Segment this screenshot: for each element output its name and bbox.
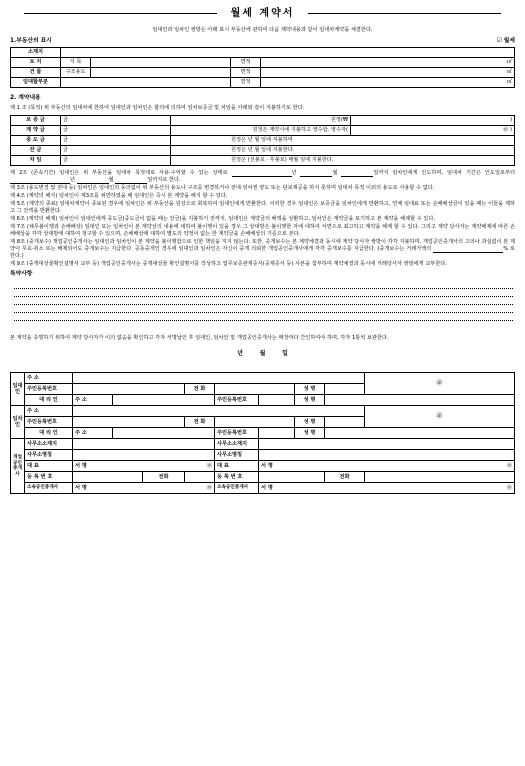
interim-payment-unit: 금: [63, 137, 69, 144]
agent1-office-name-field[interactable]: [73, 450, 215, 461]
lessee-proxy-addr-label: 주 소: [73, 428, 113, 439]
signature-table: [10, 372, 515, 494]
land-area-field[interactable]: [261, 58, 515, 68]
article-2-year-unit: 년: [291, 170, 297, 177]
lessee-address-row: [11, 406, 515, 417]
special-line-5[interactable]: [14, 313, 513, 321]
down-payment-row: [11, 126, 515, 136]
lessor-address-label: 주 소: [25, 373, 73, 384]
building-area-field[interactable]: [261, 68, 515, 78]
lessor-proxy-label: 대 리 인: [25, 395, 73, 406]
article-8-text: 제 8조 (중개보수) 개업공인중개사는 임대인과 임차인이 본 계약을 불이행함으로 인한 책임을 지지 않는다. 또한, 중개보수는 본 계약체결과 동시에 계약 당사자 쌍방이 각각 지불하며, 개업공인중개사의 고의나 과실없이 본 계약이 무효·취소 또는 해제되어도 중개보수는 지급한다. 공동중개인 경우에 임대인과 임차인은 자신이 중개 의뢰한 개업공인중개사에게 각각 중개보수를 지급한다. (중개보수는 거래가액의: [10, 239, 515, 253]
lessee-name-label: 성 명: [295, 417, 325, 428]
agent2-broker-sign-label: 서 명: [261, 484, 273, 491]
agent2-reg-field[interactable]: [259, 472, 325, 483]
agent1-office-addr-label: 사무소소재지: [25, 439, 73, 450]
agent2-tel-field[interactable]: [365, 472, 515, 483]
deposit-field[interactable]: [61, 116, 171, 126]
agent2-broker-label: 소속공인중개사: [215, 483, 259, 494]
handover-month-field[interactable]: [300, 171, 332, 177]
agent2-sign-label: 서 명: [261, 462, 273, 469]
rent-field[interactable]: [61, 156, 171, 166]
balance-label: 잔 금: [11, 146, 61, 156]
building-structure-field[interactable]: [91, 68, 231, 78]
down-payment-label: 계 약 금: [11, 126, 61, 136]
down-payment-unit: 금: [63, 127, 69, 134]
article-2-month-unit: 월: [332, 170, 338, 177]
agent1-office-addr-field[interactable]: [73, 439, 215, 450]
agent2-broker-seal: ㊞: [506, 484, 512, 491]
lessee-proxy-name-field[interactable]: [325, 428, 515, 439]
handover-year-field[interactable]: [232, 171, 292, 177]
land-row: [11, 58, 515, 68]
lessee-address-label: 주 소: [25, 406, 73, 417]
lessor-address-field[interactable]: [73, 373, 365, 384]
interim-payment-mid: 원정은 년 월 일에 지불하며: [171, 136, 515, 146]
agent1-broker-seal: ㊞: [206, 484, 212, 491]
title-rule-left: [24, 13, 217, 14]
rental-part-area-field[interactable]: [261, 78, 515, 88]
lessee-proxy-addr-field[interactable]: [113, 428, 215, 439]
article-8-tail: % 로 한다.): [10, 246, 516, 260]
down-payment-right: ㊞ ): [351, 126, 515, 136]
lessor-proxy-name-field[interactable]: [325, 395, 515, 406]
lessee-proxy-label: 대 리 인: [25, 428, 73, 439]
down-payment-field[interactable]: [61, 126, 171, 136]
agent2-tel-label: 전화: [325, 472, 365, 483]
agent2-reg-label: 등 록 번 호: [215, 472, 259, 483]
location-field[interactable]: [61, 48, 515, 58]
land-category-field[interactable]: [91, 58, 231, 68]
page-title: 월세 계약서: [230, 8, 295, 19]
land-area-label: 면적: [231, 58, 261, 68]
property-table: [10, 47, 515, 88]
rent-checkbox-label[interactable]: ☑ 월세: [496, 37, 515, 44]
payment-table: [10, 115, 515, 166]
property-heading: 1.부동산의 표시: [10, 37, 52, 44]
article-6: 제 6조 (계약의 해제) 임차인이 임대인에게 중도금(중도금이 없을 때는 잔금)을 지불하기 전까지, 임대인은 계약금의 배액을 상환하고, 임차인은 계약금을 포기하고 본 계약을 해제할 수 있다.: [10, 216, 436, 223]
deposit-label: 보 증 금: [11, 116, 61, 126]
agent-broker-row: [11, 483, 515, 494]
agent-office-name-row: [11, 450, 515, 461]
lessee-address-field[interactable]: [73, 406, 365, 417]
lessee-seal: ㊞: [365, 406, 515, 428]
lessee-proxy-name-label: 성 명: [295, 428, 325, 439]
building-label: 건 물: [11, 68, 61, 78]
agent1-broker-sign-label: 서 명: [75, 484, 87, 491]
balance-mid: 원정은 년 월 일에 지불한다.: [171, 146, 515, 156]
rental-part-label: 임대할부분: [11, 78, 61, 88]
contract-date[interactable]: 년 월 일: [237, 350, 288, 358]
rent-unit: 금: [63, 157, 69, 164]
agent2-broker-field[interactable]: [259, 483, 515, 494]
lessor-address-row: [11, 373, 515, 384]
agent2-rep-label: 대 표: [215, 461, 259, 472]
agent-label: 개업공인중개사: [11, 439, 25, 494]
lessor-proxy-name-label: 성 명: [295, 395, 325, 406]
special-heading: 특약사항: [10, 271, 33, 278]
lessor-phone-label: 전 화: [185, 384, 215, 395]
special-terms-area[interactable]: [10, 281, 515, 321]
agent1-reg-label: 등 록 번 호: [25, 472, 73, 483]
agent2-rep-field[interactable]: [259, 461, 515, 472]
location-label: 소재지: [11, 48, 61, 58]
property-section-header: [10, 38, 515, 46]
lessee-phone-field[interactable]: [215, 417, 295, 428]
rent-label: 차 임: [11, 156, 61, 166]
article-1: 제 1 조 (목적) 위 부동산의 임대차에 한하여 임대인과 임차인은 합의에 의하여 임차보증금 및 차임을 아래와 같이 지불하기로 한다.: [10, 105, 305, 112]
lessor-name-label: 성 명: [295, 384, 325, 395]
land-category-label: 지 목: [61, 58, 91, 68]
lessor-proxy-id-label: 주민등록번호: [215, 395, 259, 406]
lessee-id-label: 주민등록번호: [25, 417, 73, 428]
agent1-tel-field[interactable]: [185, 472, 215, 483]
article-9: 제 9조 (중개대상물확인설명서 교부 등) 개업공인중개사는 중개대상물 확인설명서를 작성하고 업무보증관계증서(공제증서 등) 사본을 첨부하여 계약체결과 동시에 거래당사자 쌍방에게 교부한다.: [10, 261, 447, 268]
agent2-office-name-label: 사무소명칭: [215, 450, 259, 461]
special-line-2[interactable]: [14, 289, 513, 297]
location-row: [11, 48, 515, 58]
lessee-phone-label: 전 화: [185, 417, 215, 428]
lessor-id-label: 주민등록번호: [25, 384, 73, 395]
land-label: 토 지: [11, 58, 61, 68]
lessor-proxy-id-field[interactable]: [259, 395, 295, 406]
lessee-name-field[interactable]: [325, 417, 365, 428]
lessor-proxy-row: [11, 395, 515, 406]
interim-payment-label: 중 도 금: [11, 136, 61, 146]
article-2: [10, 170, 515, 184]
handover-day-field[interactable]: [341, 171, 373, 177]
lessor-seal: ㊞: [365, 373, 515, 395]
building-area-unit: ㎡: [506, 69, 512, 76]
land-area-unit: ㎡: [506, 59, 512, 66]
lessor-id-field[interactable]: [73, 384, 185, 395]
agent1-rep-field[interactable]: [73, 461, 215, 472]
rental-part-field[interactable]: [61, 78, 231, 88]
agent-office-addr-row: [11, 439, 515, 450]
lessee-proxy-id-field[interactable]: [259, 428, 295, 439]
balance-row: [11, 146, 515, 156]
rental-part-row: [11, 78, 515, 88]
article-8: [10, 239, 515, 260]
lessor-phone-field[interactable]: [215, 384, 295, 395]
fee-percent-field[interactable]: [433, 247, 503, 253]
intro-text: 임대인과 임차인 쌍방은 아래 표시 부동산에 관하여 다음 계약내용과 같이 임대차계약을 체결한다.: [152, 26, 373, 33]
balance-unit: 금: [63, 147, 69, 154]
lessee-label: 임차인: [11, 406, 25, 439]
article-2-term-year-unit: 년: [70, 177, 76, 184]
balance-field[interactable]: [61, 146, 171, 156]
agent2-office-name-field[interactable]: [259, 450, 515, 461]
agent1-broker-field[interactable]: [73, 483, 215, 494]
agent-reg-row: [11, 472, 515, 483]
lessee-id-field[interactable]: [73, 417, 185, 428]
article-5: 제 5조 (계약의 종료) 임대차계약이 종료된 경우에 임차인은 위 부동산을 원상으로 회복하여 임대인에게 반환한다. 이러한 경우 임대인은 보증금을 임차인에게 반환하고, 연체 임대료 또는 손해배상금이 있을 때는 이들을 제하고 그 잔액을 반환한다.: [10, 201, 515, 215]
article-2-part-a: 제 2조 (존속기간) 임대인은 위 부동산을 임대차 목적대로 사용·수익할 수 있는 상태로: [10, 170, 228, 177]
rental-part-area-label: 면적: [231, 78, 261, 88]
article-3: 제 3조 (용도변경 및 전대 등) 임차인은 임대인의 동의없이 위 부동산의 용도나 구조를 변경하거나 전대·임차권 양도 또는 담보제공을 하지 못하며 임대차 목적 이외의 용도로 사용할 수 없다.: [10, 185, 435, 192]
agent1-broker-label: 소속공인중개사: [25, 483, 73, 494]
deposit-right: ): [351, 116, 515, 126]
title-row: [10, 7, 515, 21]
down-payment-mid: 원정은 계약시에 지불하고 영수함. 영수자(: [171, 126, 351, 136]
interim-payment-row: [11, 136, 515, 146]
agent-rep-row: [11, 461, 515, 472]
lessor-proxy-addr-field[interactable]: [113, 395, 215, 406]
rent-mid: 원정은 (선불로 · 후불로) 매월 일에 지불한다.: [171, 156, 515, 166]
term-month-field[interactable]: [77, 178, 109, 184]
article-2-part-g: 일까지로 한다.: [147, 177, 181, 184]
building-area-label: 면적: [231, 68, 261, 78]
special-line-4[interactable]: [14, 305, 513, 313]
contract-heading: 2. 계약내용: [10, 95, 41, 102]
building-row: [11, 68, 515, 78]
special-line-3[interactable]: [14, 297, 513, 305]
deposit-row: [11, 116, 515, 126]
contract-section-header: [10, 95, 515, 103]
title-rule-right: [308, 13, 501, 14]
lessee-proxy-id-label: 주민등록번호: [215, 428, 259, 439]
agent2-office-addr-field[interactable]: [259, 439, 515, 450]
lessor-label: 임대인: [11, 373, 25, 406]
special-section-header: [10, 271, 515, 279]
agent1-tel-label: 전화: [143, 472, 185, 483]
agent1-reg-field[interactable]: [73, 472, 143, 483]
term-day-field[interactable]: [115, 178, 147, 184]
lessor-name-field[interactable]: [325, 384, 365, 395]
article-7: 제 7조 (채무불이행과 손해배상) 임대인 또는 임차인이 본 계약상의 내용에 대하여 불이행이 있을 경우 그 상대방은 불이행한 자에 대하여 서면으로 최고하고 계약을 해제 할 수 있다. 그리고 계약 당사자는 계약해제에 따른 손해배상을 각각 상대방에 대하여 청구할 수 있으며, 손해배상에 대하여 별도의 약정이 없는 한 계약금을 손해배상의 기준으로 본다.: [10, 224, 515, 238]
agent2-office-addr-label: 사무소소재지: [215, 439, 259, 450]
closing-statement: 본 계약을 증명하기 위하여 계약 당사자가 이의 없음을 확인하고 각자 서명날인 후 임대인, 임차인 및 개업공인중개사는 매장마다 간인하여야 하며, 각자 1통씩 보관한다.: [10, 335, 389, 342]
building-structure-label: 구조용도: [61, 68, 91, 78]
rent-row: [11, 156, 515, 166]
agent1-rep-label: 대 표: [25, 461, 73, 472]
interim-payment-field[interactable]: [61, 136, 171, 146]
agent1-sign-label: 서 명: [75, 462, 87, 469]
deposit-mid: 원정(₩: [171, 116, 351, 126]
agent1-office-name-label: 사무소명칭: [25, 450, 73, 461]
agent2-seal: ㊞: [506, 462, 512, 469]
lessor-proxy-addr-label: 주 소: [73, 395, 113, 406]
article-2-term-month-unit: 월: [108, 177, 114, 184]
lessee-proxy-row: [11, 428, 515, 439]
article-4: 제 4조 (계약의 해지) 임차인이 제3조를 위반하였을 때 임대인은 즉시 본 계약을 해지 할 수 있다.: [10, 193, 228, 200]
special-line-1[interactable]: [14, 281, 513, 289]
rental-part-area-unit: ㎡: [506, 79, 512, 86]
article-2-part-d: 일까지 임차인에게 인도하며, 임대차 기간은 인도일로부터: [373, 170, 515, 177]
agent1-seal: ㊞: [206, 462, 212, 469]
deposit-unit: 금: [63, 117, 69, 124]
term-year-field[interactable]: [10, 178, 70, 184]
